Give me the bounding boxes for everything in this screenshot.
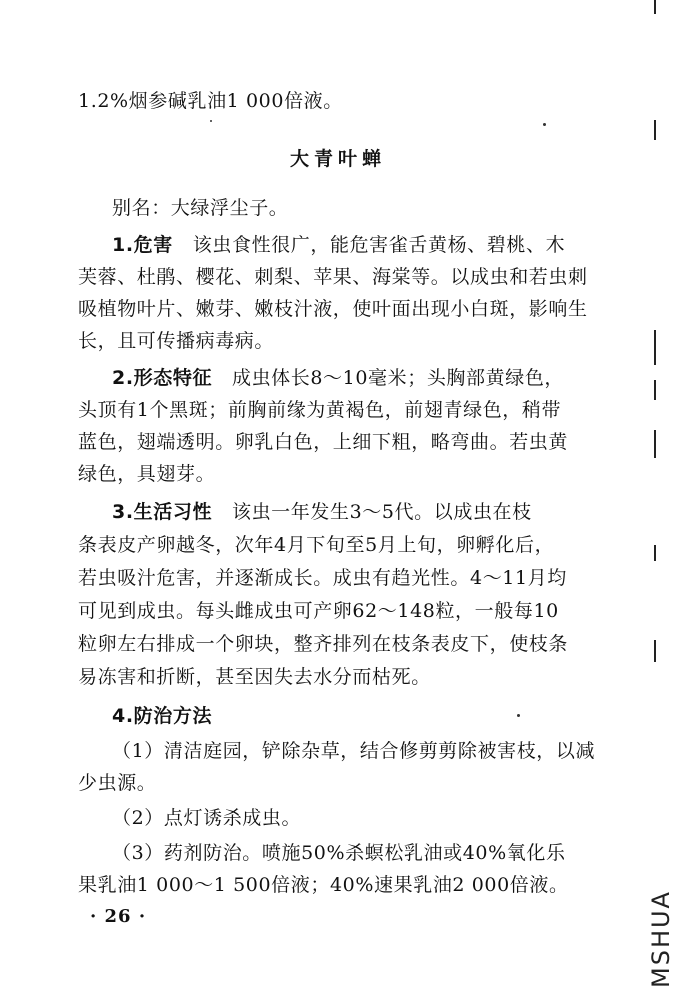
paragraph-line: [112, 230, 652, 260]
edge-mark: [654, 640, 656, 662]
paragraph-line: 可见到成虫。每头雌成虫可产卵62～148粒，一般每10: [78, 600, 559, 622]
speck: [210, 120, 212, 122]
paragraph-line: （2）点灯诱杀成虫。: [112, 807, 302, 829]
paragraph-line: 果乳油1 000～1 500倍液；40%速果乳油2 000倍液。: [78, 874, 569, 896]
paragraph-line: （1）清洁庭园，铲除杂草，结合修剪剪除被害枝，以减: [112, 740, 596, 762]
edge-mark: [654, 380, 656, 400]
speck: [517, 714, 520, 717]
edge-mark: [654, 0, 656, 14]
heading-damage: 1.危害: [112, 234, 173, 256]
edge-mark: [654, 120, 656, 140]
text-span: 成虫体长8～10毫米；头胸部黄绿色，: [231, 367, 565, 389]
speck: [543, 123, 546, 126]
heading-habits: 3.生活习性: [112, 501, 213, 523]
paragraph-line: 易冻害和折断，甚至因失去水分而枯死。: [78, 666, 431, 688]
heading-control: 4.防治方法: [112, 705, 213, 727]
paragraph-line: 绿色，具翅芽。: [78, 463, 216, 485]
heading-morphology: 2.形态特征: [112, 367, 213, 389]
paragraph-line: （3）药剂防治。喷施50%杀螟松乳油或40%氧化乐: [112, 842, 566, 864]
paragraph-line: 若虫吸汁危害，并逐渐成长。成虫有趋光性。4～11月均: [78, 567, 567, 589]
section-title: 大青叶蝉: [290, 148, 387, 170]
paragraph-line: 头顶有1个黑斑；前胸前缘为黄褐色，前翅青绿色，稍带: [78, 399, 562, 421]
paragraph-line: [112, 363, 652, 393]
edge-mark: [654, 545, 656, 561]
paragraph-line: 条表皮产卵越冬，次年4月下旬至5月上旬，卵孵化后，: [78, 534, 555, 556]
paragraph-line: 吸植物叶片、嫩芽、嫩枝汁液，使叶面出现小白斑，影响生: [78, 298, 588, 320]
paragraph-line: 少虫源。: [78, 772, 157, 794]
paragraph-line: 粒卵左右排成一个卵块，整齐排列在枝条表皮下，使枝条: [78, 633, 569, 655]
watermark-text: MSHUA: [646, 890, 675, 988]
text-line: 1.2%烟参碱乳油1 000倍液。: [78, 90, 343, 112]
text-span: 该虫食性很广，能危害雀舌黄杨、碧桃、木: [192, 234, 566, 256]
paragraph-line: 蓝色，翅端透明。卵乳白色，上细下粗，略弯曲。若虫黄: [78, 431, 569, 453]
edge-mark: [654, 330, 656, 365]
edge-mark: [654, 430, 656, 458]
watermark: [647, 885, 677, 995]
paragraph-line: [112, 497, 652, 527]
paragraph-line: 芙蓉、杜鹃、樱花、刺梨、苹果、海棠等。以成虫和若虫刺: [78, 266, 588, 288]
page-number: · 26 ·: [90, 906, 147, 927]
alias-line: 别名：大绿浮尘子。: [112, 197, 289, 219]
paragraph-line: 长，且可传播病毒病。: [78, 330, 275, 352]
text-span: 该虫一年发生3～5代。以成虫在枝: [231, 501, 532, 523]
